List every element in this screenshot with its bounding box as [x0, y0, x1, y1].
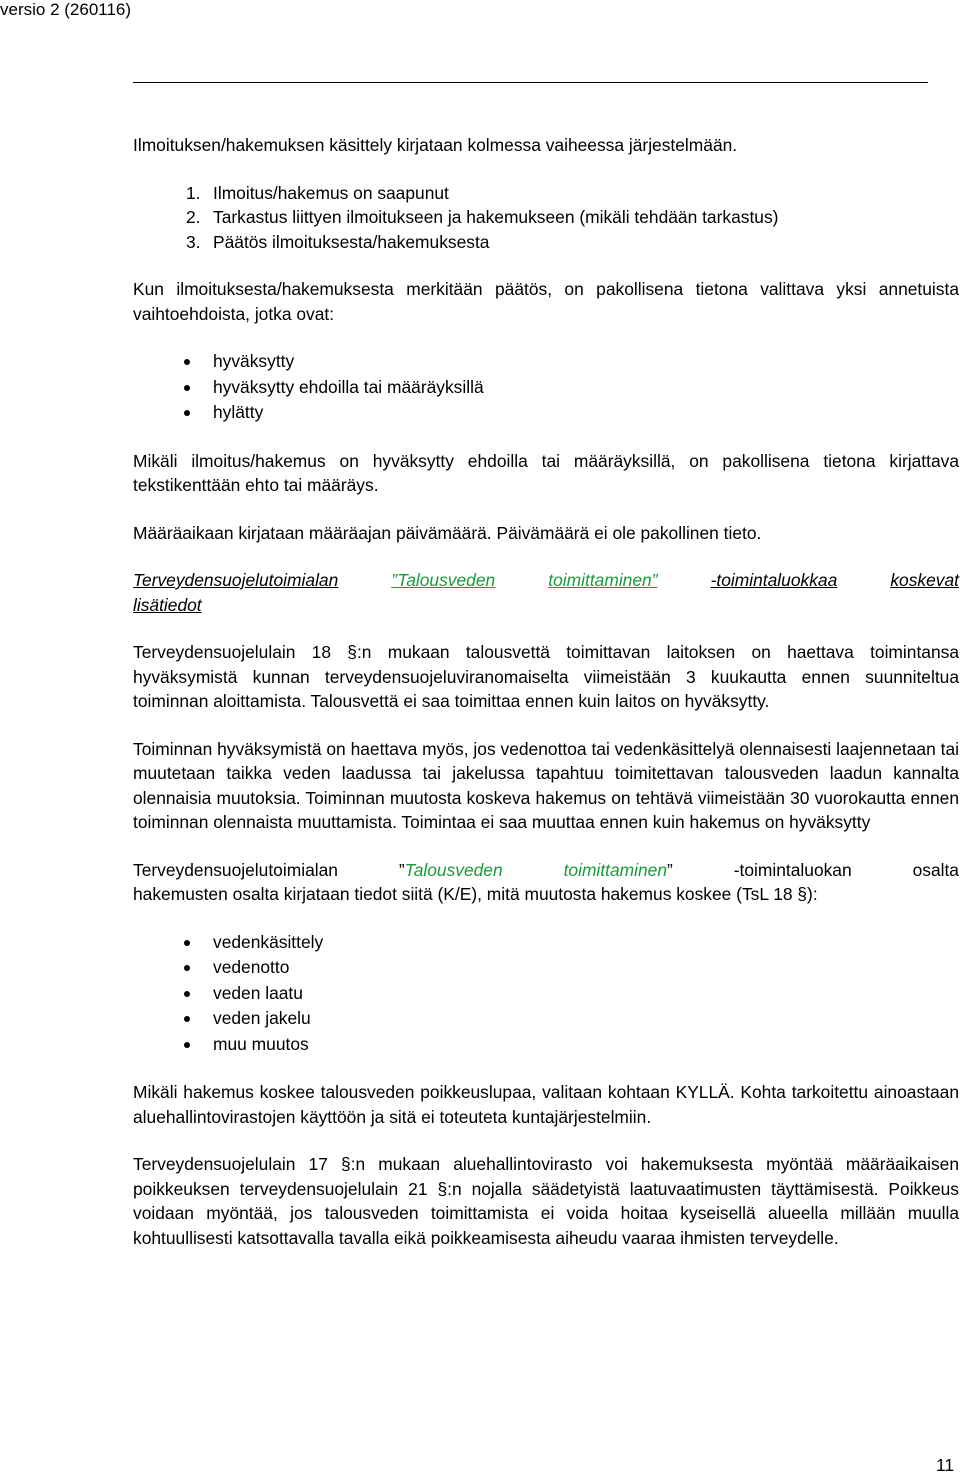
heading-word: lisätiedot [133, 594, 202, 615]
phase-item [133, 230, 959, 255]
heading-word: -toimintaluokkaa [710, 570, 838, 590]
record-line-2: hakemusten osalta kirjataan tiedot siitä (K/E), mitä muutosta hakemus koskee (TsL 18 §): [133, 884, 818, 904]
bullet-icon [184, 385, 190, 391]
phase-text: Päätös ilmoituksesta/hakemuksesta [213, 231, 490, 252]
exception-paragraph: Mikäli hakemus koskee talousveden poikkeuslupaa, valitaan kohtaan KYLLÄ. Kohta tarkoitettu ainoastaan aluehallintovirastojen käyttöön ja sitä ei toteuteta kuntajärjestelmiin. [133, 1082, 959, 1127]
phase-list [133, 181, 959, 255]
phase-text: Ilmoitus/hakemus on saapunut [213, 182, 449, 203]
header-divider [133, 82, 928, 83]
intro-paragraph: Ilmoituksen/hakemuksen käsittely kirjataan kolmessa vaiheessa järjestelmään. [133, 135, 738, 155]
bullet-icon [184, 965, 190, 971]
record-word: Terveydensuojelutoimialan [133, 859, 338, 880]
document-body [133, 133, 959, 1250]
heading-highlight [391, 568, 495, 593]
phase-number: 1. [186, 182, 201, 203]
section-18-paragraph: Terveydensuojelulain 18 §:n mukaan talousvettä toimittavan laitoksen on haettava toimintansa hyväksymistä kunnan terveydensuojeluviranomaiselta viimeistään 3 kuukautta ennen suunniteltua toiminnan aloittamista. Talousvettä ei saa toimittaa ennen kuin laitos on hyväksytty. [133, 642, 959, 711]
heading-word: Talousveden [397, 570, 496, 590]
decision-options-list [133, 349, 959, 426]
heading-word: toimittaminen” [548, 570, 658, 590]
change-type: veden jakelu [213, 1008, 311, 1028]
change-type: vedenotto [213, 957, 290, 977]
bullet-icon [184, 1016, 190, 1022]
heading-word: Terveydensuojelutoimialan [133, 570, 339, 590]
decision-option: hylätty [213, 402, 264, 422]
phase-text: Tarkastus liittyen ilmoitukseen ja hakemukseen (mikäli tehdään tarkastus) [213, 207, 779, 227]
decision-option: hyväksytty ehdoilla tai määräyksillä [213, 376, 484, 397]
page-number: 11 [936, 1455, 955, 1475]
change-type: muu muutos [213, 1033, 309, 1054]
list-item [133, 930, 959, 956]
phase-number: 3. [186, 231, 201, 252]
phase-number: 2. [186, 207, 201, 227]
phase-item [133, 181, 959, 206]
record-highlight: toimittaminen” [563, 859, 673, 880]
decision-intro-paragraph: Kun ilmoituksesta/hakemuksesta merkitään päätös, on pakollisena tietona valittava yksi annetuista vaihtoehdoista, jotka ovat: [133, 279, 959, 324]
heading-word: koskevat [890, 570, 959, 590]
record-word: -toimintaluokan [733, 859, 852, 880]
section-heading [133, 568, 959, 617]
phase-item [133, 205, 959, 230]
record-word: osalta [912, 859, 959, 880]
bullet-icon [184, 359, 190, 365]
list-item [133, 981, 959, 1007]
list-item [133, 955, 959, 981]
change-type: vedenkäsittely [213, 931, 324, 952]
list-item [133, 1006, 959, 1032]
bullet-icon [184, 991, 190, 997]
record-line-1 [133, 858, 959, 883]
bullet-icon [184, 1042, 190, 1048]
record-paragraph [133, 858, 959, 907]
decision-option: hyväksytty [213, 351, 295, 371]
document-version: versio 2 (260116) [0, 0, 132, 19]
section-17-paragraph: Terveydensuojelulain 17 §:n mukaan aluehallintovirasto voi hakemuksesta myöntää määräaikaisen poikkeuksen terveydensuojelulain 21 §:n nojalla säädetyistä laatuvaatimusten täyttämisestä. Poikkeus voidaan myöntää, jos talousveden toimittamista ei voida hoitaa kyseisellä alueella millään muulla kohtuullisesti katsottavalla tavalla eikä poikkeamisesta aiheudu vaaraa ihmisten terveydelle. [133, 1154, 959, 1248]
deadline-paragraph: Määräaikaan kirjataan määräajan päivämäärä. Päivämäärä ei ole pakollinen tieto. [133, 522, 762, 543]
conditions-paragraph: Mikäli ilmoitus/hakemus on hyväksytty ehdoilla tai määräyksillä, on pakollisena tietona kirjattava tekstikenttään ehto tai määräys. [133, 450, 959, 495]
list-item [133, 400, 959, 426]
change-types-list [133, 930, 959, 1058]
section-heading-line [133, 568, 959, 593]
change-type: veden laatu [213, 982, 303, 1003]
record-highlight: ”Talousveden [398, 859, 503, 880]
list-item [133, 1032, 959, 1058]
list-item [133, 375, 959, 401]
list-item [133, 349, 959, 375]
bullet-icon [184, 410, 190, 416]
bullet-icon [184, 940, 190, 946]
heading-quote: ” [391, 570, 398, 590]
changes-paragraph: Toiminnan hyväksymistä on haettava myös, jos vedenottoa tai vedenkäsittelyä olennaisesti laajennetaan tai muutetaan taikka veden laadussa tai jakelussa tapahtuu toimitettavan talousveden laadun kannalta olennaisia muutoksia. Toiminnan muutosta koskeva hakemus on tehtävä viimeistään 30 vuorokautta ennen toiminnan olennaista muuttamista. Toimintaa ei saa muuttaa ennen kuin hakemus on hyväksytty [133, 738, 959, 832]
